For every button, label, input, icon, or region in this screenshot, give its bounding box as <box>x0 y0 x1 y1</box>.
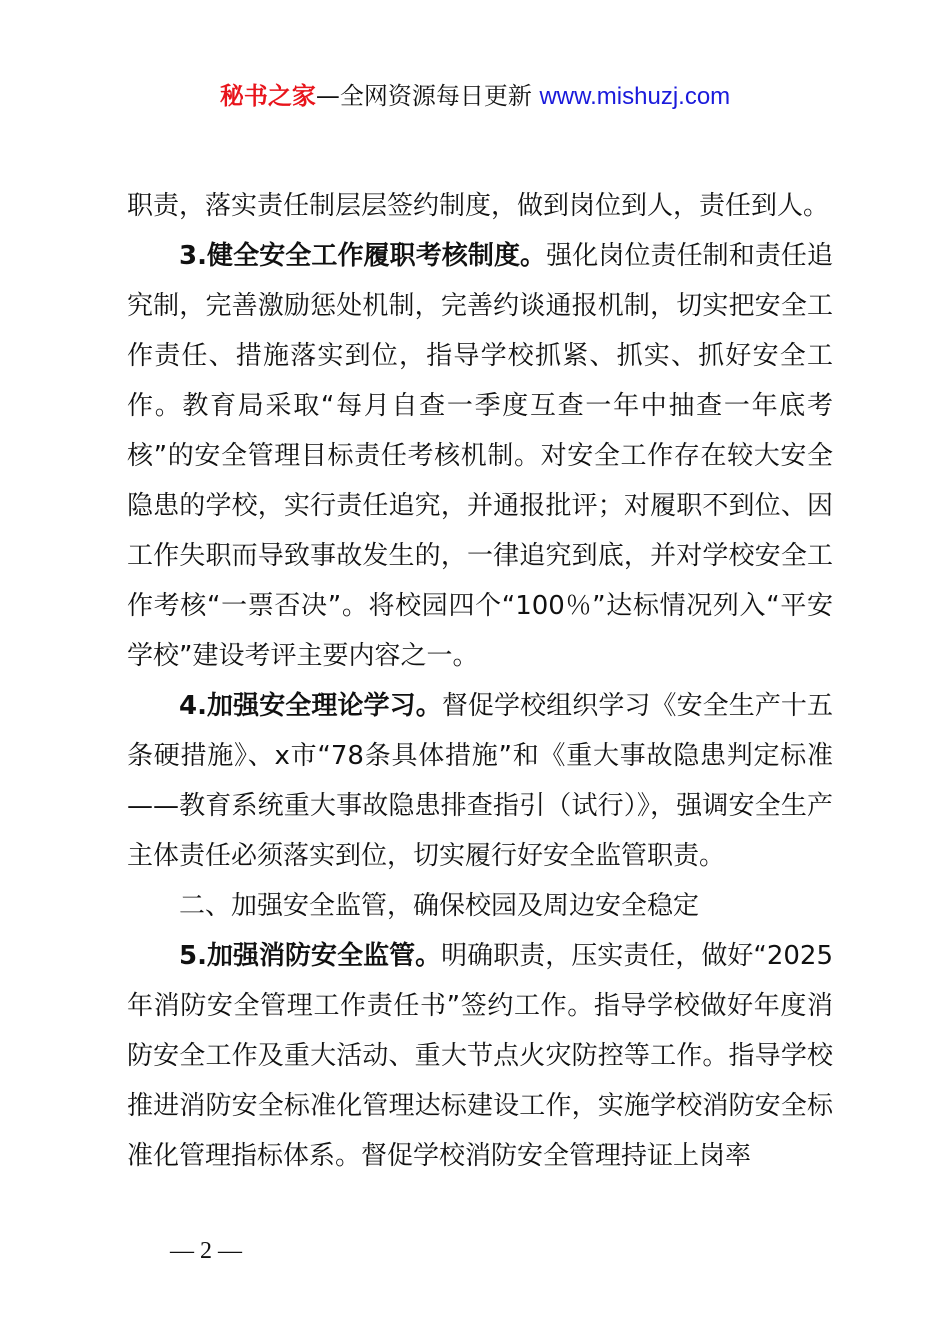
paragraph-text: 明确职责，压实责任，做好“2025年消防安全管理工作责任书”签约工作。指导学校做好年度消防安全工作及重大活动、重大节点火灾防控等工作。指导学校推进消防安全标准化管理达标建设工作，实施学校消防安全标准化管理指标体系。督促学校消防安全管理持证上岗率 <box>127 941 834 1171</box>
header-slogan: —全网资源每日更新 <box>315 82 532 110</box>
section-heading <box>127 881 833 931</box>
document-body <box>127 181 833 1181</box>
paragraph <box>127 231 833 681</box>
paragraph-text: 督促学校组织学习《安全生产十五条硬措施》、x市“78条具体措施”和《重大事故隐患判定标准——教育系统重大事故隐患排查指引（试行）》，强调安全生产主体责任必须落实到位，切实履行好安全监管职责。 <box>127 691 833 871</box>
site-header <box>0 80 950 113</box>
brand-name: 秘书之家 <box>219 82 316 110</box>
site-url[interactable]: www.mishuzj.com <box>539 83 731 110</box>
paragraph-text: 职责，落实责任制层层签约制度，做到岗位到人，责任到人。 <box>127 191 830 221</box>
paragraph-lead: 3.健全安全工作履职考核制度。 <box>179 241 547 271</box>
paragraph-text: 强化岗位责任制和责任追究制，完善激励惩处机制，完善约谈通报机制，切实把安全工作责任、措施落实到位，指导学校抓紧、抓实、抓好安全工作。教育局采取“每月自查一季度互查一年中抽查一年底考核”的安全管理目标责任考核机制。对安全工作存在较大安全隐患的学校，实行责任追究，并通报批评；对履职不到位、因工作失职而导致事故发生的，一律追究到底，并对学校安全工作考核“一票否决”。将校园四个“100％”达标情况列入“平安学校”建设考评主要内容之一。 <box>127 241 833 671</box>
paragraph-lead: 4.加强安全理论学习。 <box>179 691 442 721</box>
page-number: — 2 — <box>170 1238 242 1264</box>
paragraph-lead: 5.加强消防安全监管。 <box>179 941 442 971</box>
paragraph <box>127 681 833 881</box>
paragraph <box>127 931 833 1181</box>
section-heading-text: 二、加强安全监管，确保校园及周边安全稳定 <box>179 891 700 921</box>
paragraph <box>127 181 833 231</box>
